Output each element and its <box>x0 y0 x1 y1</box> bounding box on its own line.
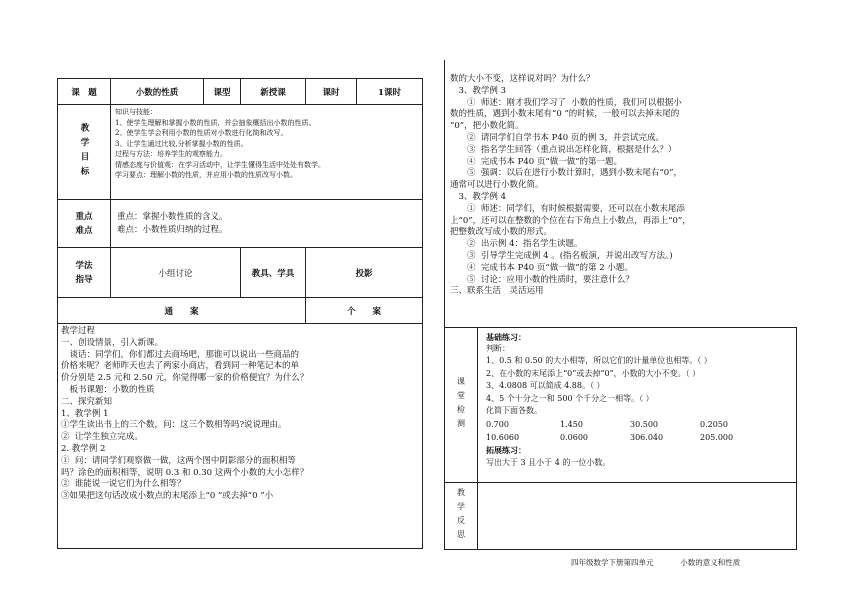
practice-cell <box>478 328 797 483</box>
number-item: 10.6060 <box>486 432 520 442</box>
process-line: 谈话：同学们，你们都过去商场吧，那谁可以说出一些商品的 <box>61 349 300 360</box>
number-item: 306.040 <box>630 432 664 442</box>
process-line: ① 师述：同学们，有时候根据需要，还可以在小数末尾添 <box>450 203 685 214</box>
reflection-label: 教学反思 <box>456 488 466 544</box>
key-point: 重点：掌握小数性质的含义。 <box>117 211 228 222</box>
personal-plan-label: 个 案 <box>306 298 423 324</box>
process-line: 通常可以进行小数化简。 <box>450 180 544 191</box>
process-line: 板书课题：小数的性质 <box>61 384 155 395</box>
number-item: 30.500 <box>630 419 658 429</box>
process-line: ③如果把这句话改成小数点的末尾添上“0 ”或去掉”0 ”小 <box>61 491 274 502</box>
goal-line: 知识与技能： <box>115 108 157 116</box>
process-line: 教学过程 <box>61 326 96 336</box>
process-line: 把整数改写成小数的形式。 <box>450 227 553 238</box>
process-line: ② 谁能说一说它们为什么相等？ <box>61 479 186 490</box>
assessment-table <box>444 327 797 550</box>
process-line: 一、创设情景，引入新课。 <box>61 337 164 348</box>
process-line: ④ 完成书本 P40 页“做一做”的第 2 小题。 <box>450 262 633 273</box>
type-value: 新授课 <box>241 79 306 105</box>
process-line: 三、联系生活 灵活运用 <box>450 286 544 297</box>
number-item: 0.0600 <box>560 432 588 442</box>
goals-cell <box>111 105 423 200</box>
number-item: 0.700 <box>486 419 509 429</box>
tools-label: 教具、学具 <box>241 248 306 298</box>
process-line: 二、探究新知 <box>61 396 113 407</box>
process-line: “0”，把小数化简。 <box>450 121 524 132</box>
process-line: 3、教学例 4 <box>450 191 507 202</box>
process-line: 上“0”，还可以在整数的个位在右下角点上小数点，再添上“0”， <box>450 215 691 226</box>
hours-label: 课时 <box>306 79 357 105</box>
footer <box>571 557 740 568</box>
goal-line: 学习要点：理解小数的性质，并应用小数的性质改写小数。 <box>115 171 297 179</box>
type-label: 课型 <box>204 79 241 105</box>
key-label: 重点 难点 <box>58 200 111 248</box>
reflection-label-cell <box>445 483 478 550</box>
process-line: 数的大小不变，这样说对吗？为什么？ <box>450 74 595 84</box>
topic-label: 课 题 <box>58 79 111 105</box>
number-item: 0.2050 <box>700 419 728 429</box>
key-cell <box>111 200 423 248</box>
difficulty: 难点：小数性质归纳的过程。 <box>117 224 228 235</box>
process-line: 3、教学例 3 <box>450 85 507 96</box>
footer-right: 小数的意义和性质 <box>680 558 741 567</box>
process-line: 价分别是 2.5 元和 2.50 元，你觉得哪一家的价格便宜？为什么？ <box>61 373 309 384</box>
process-line: ⑤ 强调：以后在进行小数计算时，遇到小数末尾右“0”， <box>450 168 683 179</box>
lesson-plan-table <box>57 78 423 549</box>
common-plan-label: 通 案 <box>58 298 306 324</box>
process-line: ② 出示例 4：指名学生读题。 <box>450 239 583 250</box>
process-line: ② 让学生独立完成。 <box>61 432 143 443</box>
extension-item: 写出大于 3 且小于 4 的一位小数。 <box>486 457 611 467</box>
process-line: ①学生读出书上的三个数，问：这三个数相等吗?说说理由。 <box>61 420 287 431</box>
process-line: 1、教学例 1 <box>61 408 109 419</box>
goal-line: 情感态度与价值观：在学习活动中，让学生懂得生活中处处有数学。 <box>115 160 325 169</box>
practice-label-cell <box>445 328 478 483</box>
judge-item: 3、4.0808 可以简成 4.88。（ ） <box>486 381 605 390</box>
practice-label: 课堂检测 <box>456 377 466 433</box>
judge-label: 判断： <box>486 344 510 353</box>
judge-item: 1、0.5 和 0.50 的大小相等，所以它们的计量单位也相等。（ ） <box>486 356 712 365</box>
basic-title: 基础练习： <box>486 332 526 342</box>
goals-label: 教学目标 <box>79 123 89 181</box>
process-line: 价格来呢？老师昨天也去了两家小商店，看到同一种笔记本的单 <box>61 361 300 372</box>
extension-title: 拓展练习： <box>486 444 526 455</box>
process-line: ① 问：请同学们观察做一做，这两个图中阴影部分的面积相等 <box>61 455 296 466</box>
goal-line: 过程与方法：培养学生的观察能力。 <box>115 150 227 158</box>
judge-item: 4、5 个十分之一和 500 个千分之一相等。（ ） <box>486 393 654 403</box>
process-line: ③ 引导学生完成例 4 。(指名板演，并说出改写方法。) <box>450 250 673 261</box>
method-label: 学法 指导 <box>58 248 111 298</box>
process-line: 吗？涂色的面积相等，说明 0.3 和 0.30 这两个小数的大小怎样？ <box>61 467 309 478</box>
process-line: ② 请同学们自学书本 P40 页的例 3，并尝试完成。 <box>450 132 664 143</box>
goal-line: 1、使学生理解和掌握小数的性质，并会抽象概括出小数的性质。 <box>115 118 316 127</box>
footer-left: 四年级数学下册第四单元 <box>571 558 654 567</box>
process-line: ⑤ 讨论：应用小数的性质时，要注意什么？ <box>450 274 634 285</box>
method-value: 小组讨论 <box>111 248 241 298</box>
number-grid <box>486 418 788 444</box>
process-line: ① 师述：刚才我们学习了 小数的性质，我们可以根据小 <box>450 97 682 108</box>
number-item: 1.450 <box>560 419 583 429</box>
process-line: 2. 教学例 2 <box>61 443 106 454</box>
simplify-label: 化简下面各数。 <box>486 406 542 415</box>
topic-value: 小数的性质 <box>111 79 204 105</box>
process-line: ③ 指名学生回答（重点说出怎样化简，根据是什么？） <box>450 144 677 155</box>
judge-item: 2、在小数的末尾添上“0”或去掉“0”，小数的大小不变。（ ） <box>486 368 701 378</box>
goals-label-cell <box>58 105 111 200</box>
goal-line: 3、让学生通过比较,分析掌握小数的性质。 <box>115 139 248 148</box>
reflection-cell <box>478 483 797 550</box>
tools-value: 投影 <box>306 248 423 298</box>
process-line: 数的性质，遇到小数末尾有“0 ”的时候，一般可以去掉末尾的 <box>450 109 680 120</box>
hours-value: 1课时 <box>357 79 423 105</box>
process-line: ④ 完成书本 P40 页“做一做”的第一题。 <box>450 156 623 167</box>
process-cell <box>58 324 423 549</box>
right-process-text <box>450 74 780 298</box>
goal-line: 2、使学生学会利用小数的性质对小数进行化简和改写。 <box>115 129 288 137</box>
number-item: 205.000 <box>700 432 734 442</box>
